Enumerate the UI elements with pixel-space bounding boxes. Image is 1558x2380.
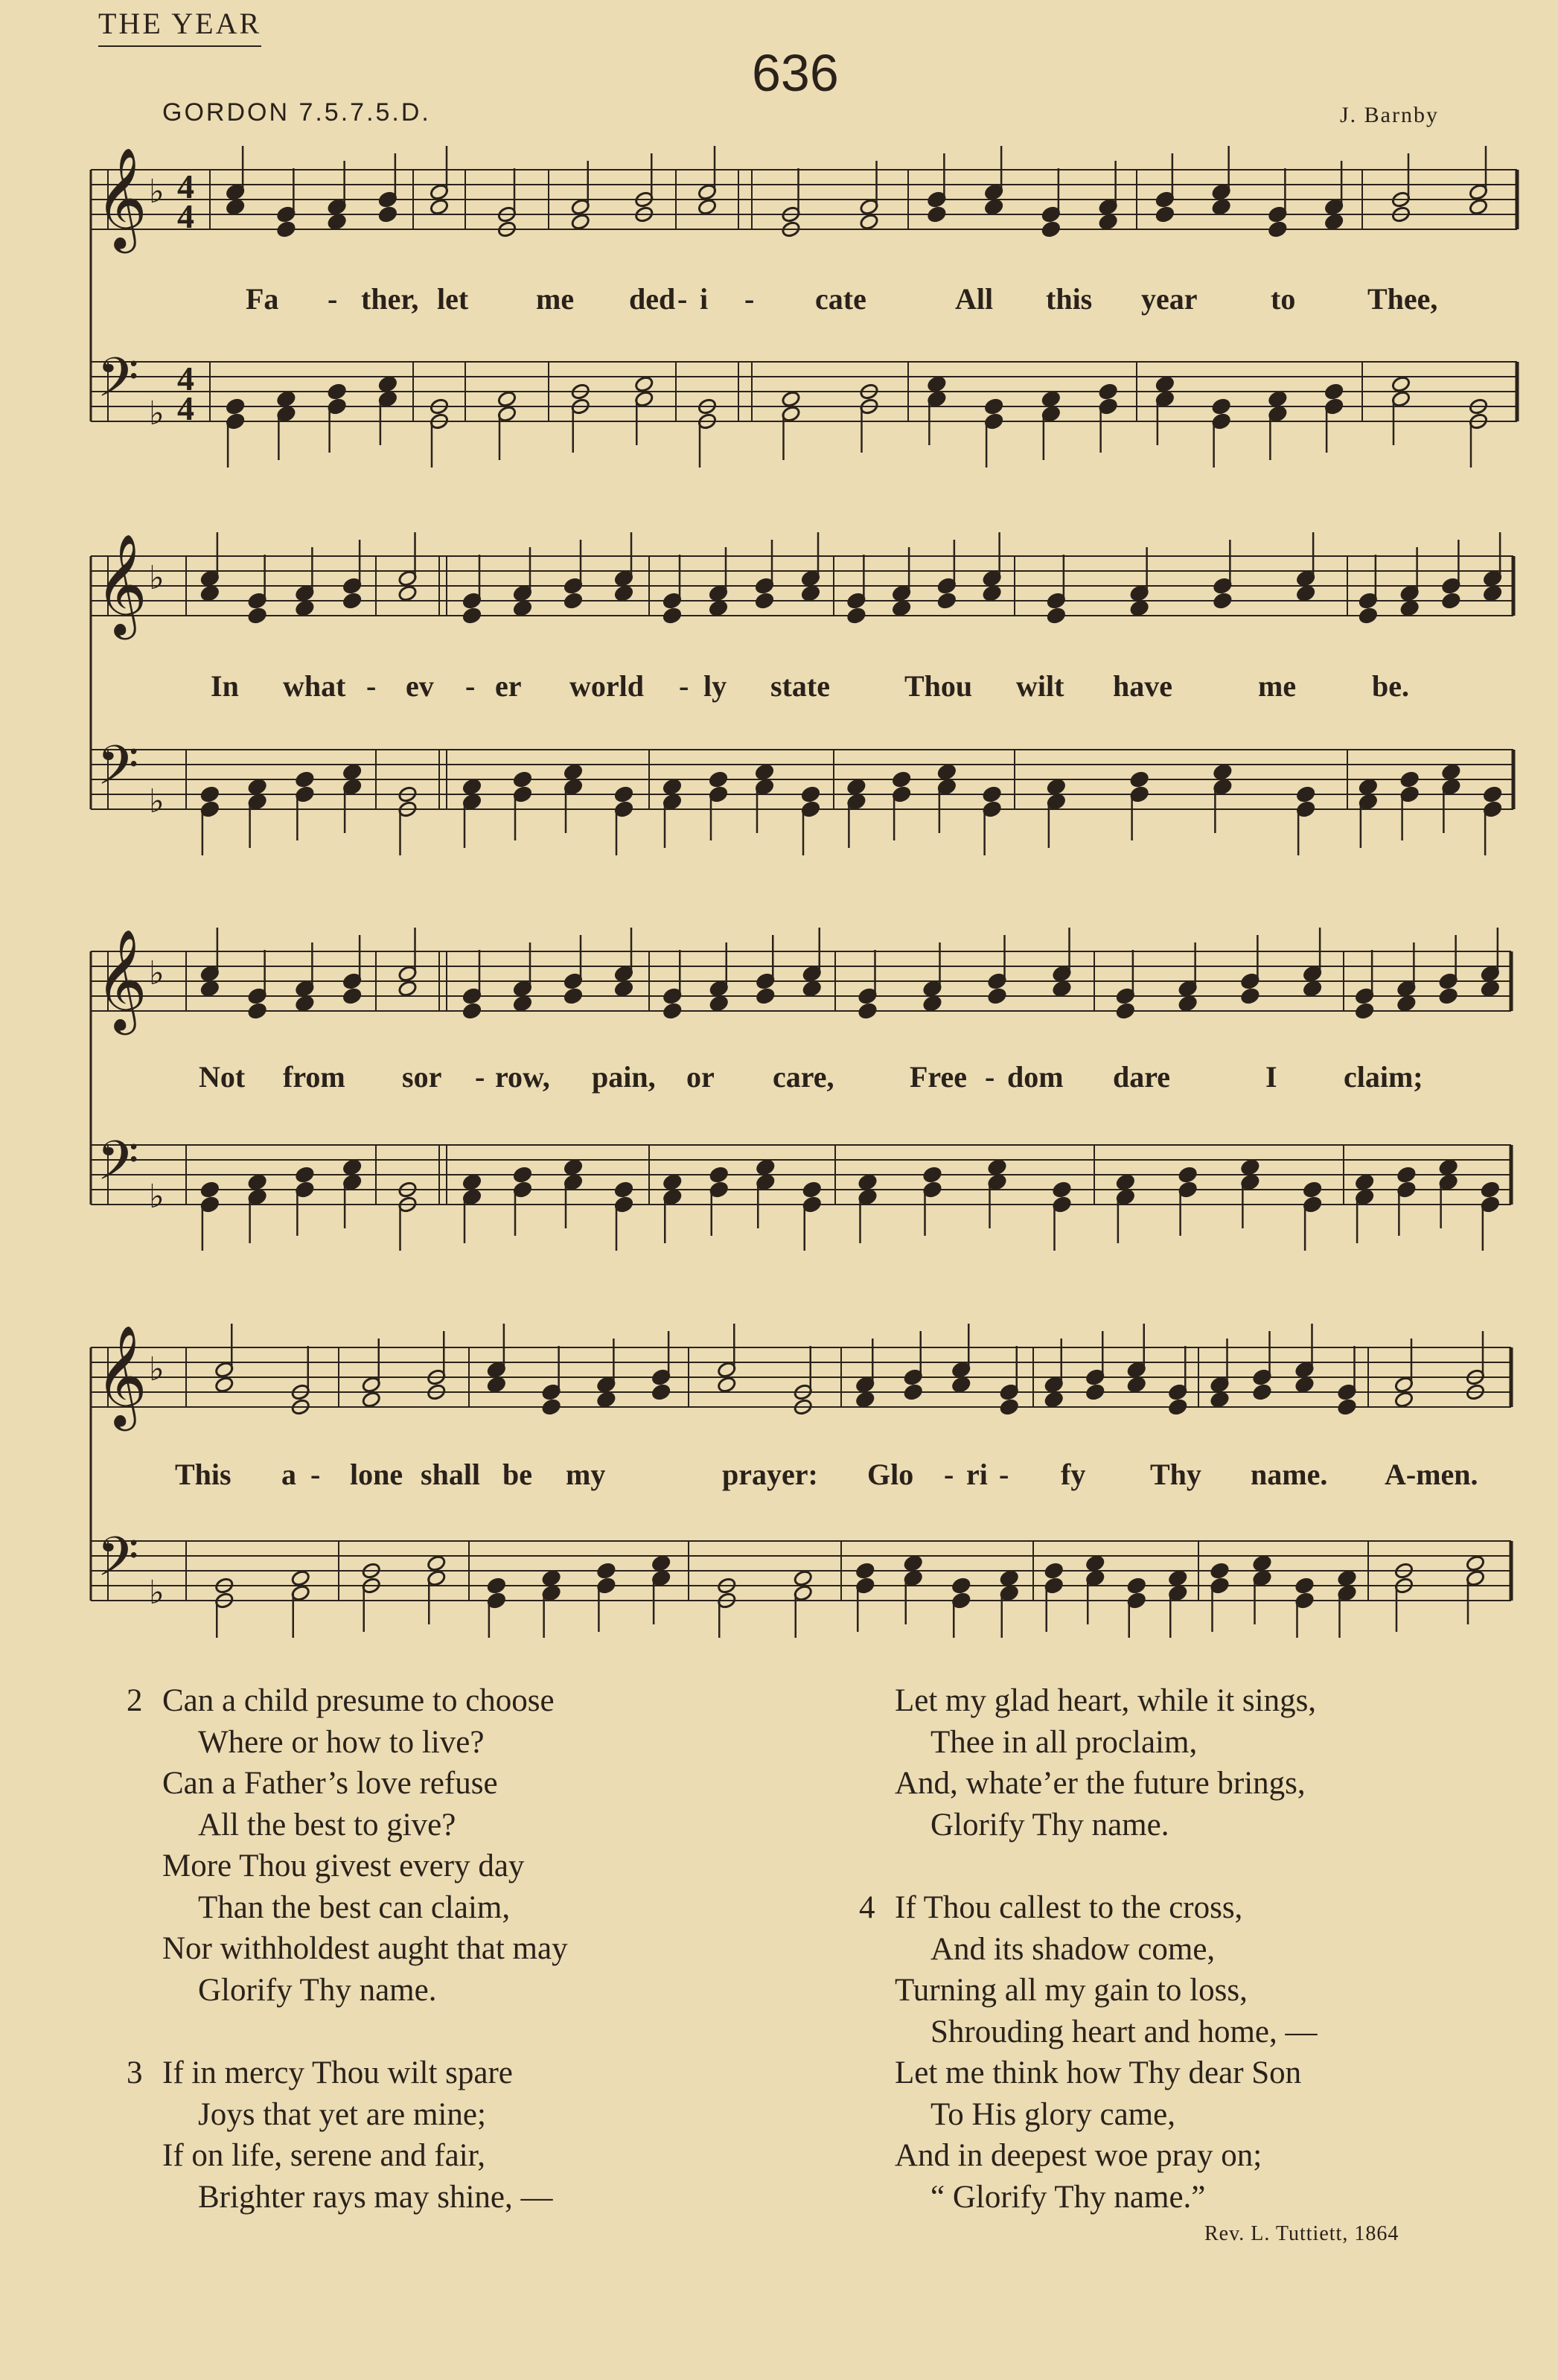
note-head <box>1324 213 1344 231</box>
lyric-syllable: Fa <box>246 282 279 316</box>
lyric-syllable: claim; <box>1344 1060 1423 1094</box>
lyric-syllable: be. <box>1372 669 1409 703</box>
note-head <box>1211 198 1231 216</box>
note-head <box>462 1002 482 1020</box>
verse-line: All the best to give? <box>198 1807 456 1843</box>
note-head <box>922 995 942 1012</box>
note-head <box>855 1391 875 1408</box>
time-signature-top: 4 <box>177 360 194 398</box>
lyric-syllable: Not <box>199 1060 246 1094</box>
note-head <box>802 980 822 998</box>
lyric-syllable: care, <box>773 1060 834 1094</box>
note-head <box>200 584 220 602</box>
lyric-syllable: or <box>686 1060 715 1094</box>
note-head <box>327 383 347 401</box>
note-head <box>1213 592 1233 610</box>
lyric-syllable: ri <box>966 1458 988 1491</box>
note-head <box>247 1002 267 1020</box>
flat-key-signature-icon: ♭ <box>149 955 165 992</box>
note-head <box>1438 987 1458 1005</box>
note-head <box>1052 980 1072 998</box>
note-head <box>1129 599 1149 617</box>
note-head <box>513 599 533 617</box>
lyric-syllable: Thy <box>1150 1458 1201 1491</box>
verse-line: Turning all my gain to loss, <box>895 1973 1248 2008</box>
note-head <box>1399 599 1420 617</box>
lyric-syllable: year <box>1141 282 1198 316</box>
verse-line: “ Glorify Thy name.” <box>930 2179 1206 2215</box>
note-head <box>513 995 533 1012</box>
treble-clef-icon: 𝄞 <box>95 928 147 1030</box>
note-head <box>1466 1554 1486 1572</box>
note-head <box>709 599 729 617</box>
note-head <box>564 987 584 1005</box>
note-head <box>200 980 220 998</box>
time-signature-top: 4 <box>177 168 194 205</box>
note-head <box>1268 390 1288 408</box>
note-head <box>226 198 246 216</box>
syllable-hyphen: - <box>475 1060 485 1094</box>
note-head <box>1116 1173 1136 1191</box>
note-head <box>462 778 482 796</box>
note-head <box>982 785 1002 803</box>
syllable-hyphen: - <box>366 669 377 703</box>
note-head <box>663 1002 683 1020</box>
note-head <box>801 584 821 602</box>
flat-key-signature-icon: ♭ <box>149 395 165 432</box>
lyric-syllable: a <box>281 1458 296 1491</box>
note-head <box>295 1166 315 1184</box>
note-head <box>427 1554 447 1572</box>
flat-key-signature-icon: ♭ <box>149 173 165 210</box>
verse-line: Can a Father’s love refuse <box>162 1766 498 1801</box>
verse-line: If in mercy Thou wilt spare <box>162 2055 513 2090</box>
note-head <box>398 980 418 998</box>
note-head <box>1129 771 1149 788</box>
note-head <box>1337 1398 1357 1416</box>
syllable-hyphen: - <box>310 1458 321 1491</box>
note-head <box>859 213 879 231</box>
note-head <box>1396 1166 1417 1184</box>
lyric-line-2 <box>0 669 1558 706</box>
note-head <box>200 785 220 803</box>
note-head <box>1252 1554 1272 1572</box>
note-head <box>1211 398 1231 415</box>
verse-line: Than the best can claim, <box>198 1889 511 1925</box>
note-head <box>295 599 315 617</box>
note-head <box>987 987 1007 1005</box>
verse-line: Thee in all proclaim, <box>930 1724 1198 1760</box>
stanza-2 <box>127 1680 568 2218</box>
note-head <box>596 1562 616 1580</box>
note-head <box>226 398 246 415</box>
note-head <box>922 1166 942 1184</box>
note-head <box>1168 1569 1188 1587</box>
flat-key-signature-icon: ♭ <box>149 1178 165 1215</box>
note-head <box>614 980 634 998</box>
verse-line: Can a child presume to choose <box>162 1683 555 1718</box>
note-head <box>1098 383 1118 401</box>
note-head <box>855 1562 875 1580</box>
verse-line: Joys that yet are mine; <box>198 2096 486 2132</box>
verse-line: And in deepest woe pray on; <box>895 2138 1262 2173</box>
verse-line: Let me think how Thy dear Son <box>895 2055 1302 2090</box>
note-head <box>1210 1562 1230 1580</box>
note-head <box>564 592 584 610</box>
note-head <box>709 1166 729 1184</box>
note-head <box>497 390 517 408</box>
note-head <box>802 1181 822 1199</box>
note-head <box>1085 1554 1105 1572</box>
syllable-hyphen: - <box>677 282 688 316</box>
lyric-line-4 <box>0 1457 1558 1494</box>
time-signature-bottom: 4 <box>177 389 194 427</box>
note-head <box>462 1173 482 1191</box>
note-head <box>1294 1376 1315 1394</box>
lyric-syllable: All <box>955 282 994 316</box>
lyric-syllable: I <box>1265 1060 1277 1094</box>
note-head <box>1396 995 1417 1012</box>
note-head <box>1213 763 1233 781</box>
note-head <box>755 763 775 781</box>
note-head <box>276 390 296 408</box>
note-head <box>937 763 957 781</box>
treble-clef-icon: 𝄞 <box>95 532 147 635</box>
note-head <box>378 205 398 223</box>
verse-line: To His glory came, <box>930 2096 1175 2132</box>
note-head <box>295 771 315 788</box>
note-head <box>982 584 1002 602</box>
note-head <box>1240 987 1260 1005</box>
lyric-syllable: to <box>1271 282 1296 316</box>
note-head <box>755 592 775 610</box>
lyric-syllable: dare <box>1113 1060 1171 1094</box>
syllable-hyphen: - <box>744 282 755 316</box>
note-head <box>651 1554 671 1572</box>
note-head <box>1391 375 1411 393</box>
note-head <box>709 995 729 1012</box>
lyric-syllable: fy <box>1061 1458 1086 1491</box>
treble-clef-icon: 𝄞 <box>95 1324 147 1426</box>
note-head <box>801 785 821 803</box>
note-head <box>927 205 947 223</box>
lyric-syllable: what <box>283 669 346 703</box>
note-head <box>342 1158 363 1176</box>
lyric-syllable: wilt <box>1016 669 1064 703</box>
verse-line: Nor withholdest aught that may <box>162 1931 568 1966</box>
lyric-syllable: have <box>1113 669 1172 703</box>
note-head <box>1047 607 1067 625</box>
lyric-syllable: sor <box>402 1060 442 1094</box>
note-head <box>247 607 267 625</box>
note-head <box>663 607 683 625</box>
verse-line: More Thou givest every day <box>162 1848 525 1883</box>
bass-clef-icon: 𝄢 <box>97 1129 139 1205</box>
note-head <box>1041 220 1061 238</box>
lyric-line-1 <box>0 281 1558 319</box>
note-head <box>290 1569 310 1587</box>
note-head <box>756 1158 776 1176</box>
note-head <box>462 607 482 625</box>
note-head <box>1126 1376 1146 1394</box>
note-head <box>1052 1181 1072 1199</box>
note-head <box>570 213 590 231</box>
note-head <box>903 1383 923 1401</box>
note-head <box>903 1554 923 1572</box>
lyric-syllable: pain, <box>592 1060 656 1094</box>
note-head <box>1324 383 1344 401</box>
note-head <box>1168 1398 1188 1416</box>
syllable-hyphen: - <box>679 669 689 703</box>
note-head <box>1438 1158 1458 1176</box>
tune-name: GORDON 7.5.7.5.D. <box>162 98 431 127</box>
note-head <box>1041 390 1061 408</box>
note-head <box>1359 607 1379 625</box>
note-head <box>781 390 801 408</box>
note-head <box>999 1398 1019 1416</box>
note-head <box>1355 1002 1375 1020</box>
lyric-line-3 <box>0 1059 1558 1097</box>
note-head <box>858 1173 878 1191</box>
bass-clef-icon: 𝄢 <box>97 345 139 422</box>
syllable-hyphen: - <box>985 1060 995 1094</box>
note-head <box>1337 1569 1357 1587</box>
lyric-syllable: be <box>502 1458 532 1491</box>
note-head <box>846 778 866 796</box>
note-head <box>430 198 450 216</box>
note-head <box>846 607 866 625</box>
note-head <box>1399 771 1420 788</box>
note-head <box>651 1383 671 1401</box>
lyric-syllable: cate <box>815 282 866 316</box>
note-head <box>1441 763 1461 781</box>
verse-line: Shrouding heart and home, — <box>930 2014 1318 2049</box>
note-head <box>487 1376 507 1394</box>
note-head <box>1483 584 1503 602</box>
note-head <box>513 1166 533 1184</box>
lyric-syllable: er <box>495 669 522 703</box>
lyric-syllable: me <box>1258 669 1297 703</box>
lyric-syllable: shall <box>421 1458 481 1491</box>
lyric-syllable: ther, <box>361 282 419 316</box>
note-head <box>858 1002 878 1020</box>
note-head <box>634 375 654 393</box>
flat-key-signature-icon: ♭ <box>149 1575 165 1611</box>
flat-key-signature-icon: ♭ <box>149 560 165 596</box>
note-head <box>937 592 957 610</box>
note-head <box>614 1181 634 1199</box>
note-head <box>717 1376 737 1394</box>
note-head <box>1268 220 1288 238</box>
note-head <box>1394 1391 1414 1408</box>
stanza-number: 4 <box>859 1890 875 1925</box>
note-head <box>663 778 683 796</box>
stanza-number: 3 <box>127 2055 143 2090</box>
lyric-syllable: Thee, <box>1367 282 1438 316</box>
note-head <box>342 987 363 1005</box>
note-head <box>378 375 398 393</box>
verse-line: And its shadow come, <box>930 1931 1216 1967</box>
lyric-syllable: me <box>536 282 575 316</box>
verse-line: Brighter rays may shine, — <box>198 2179 553 2215</box>
flat-key-signature-icon: ♭ <box>149 783 165 820</box>
note-head <box>295 995 315 1012</box>
lyric-syllable: ly <box>703 669 727 703</box>
note-head <box>1044 1562 1064 1580</box>
note-head <box>1303 1181 1323 1199</box>
note-head <box>1296 785 1316 803</box>
note-head <box>793 1569 813 1587</box>
note-head <box>951 1577 971 1595</box>
note-head <box>999 1569 1019 1587</box>
verse-line: Glorify Thy name. <box>930 1807 1169 1843</box>
note-head <box>1116 1002 1136 1020</box>
lyric-syllable: In <box>211 669 239 703</box>
note-head <box>1252 1383 1272 1401</box>
time-signature-bottom: 4 <box>177 197 194 235</box>
note-head <box>614 785 634 803</box>
syllable-hyphen: - <box>328 282 338 316</box>
note-head <box>892 771 912 788</box>
composer: J. Barnby <box>1340 103 1439 127</box>
note-head <box>892 599 912 617</box>
note-head <box>513 771 533 788</box>
note-head <box>1155 375 1175 393</box>
lyric-syllable: row, <box>495 1060 550 1094</box>
stanza-3-continued <box>859 1680 1318 2218</box>
syllable-hyphen: - <box>944 1458 954 1491</box>
lyric-syllable: let <box>437 282 469 316</box>
note-head <box>1359 778 1379 796</box>
lyric-syllable: This <box>175 1458 232 1491</box>
lyric-syllable: ded <box>629 282 676 316</box>
note-head <box>951 1376 971 1394</box>
verse-line: Glorify Thy name. <box>198 1972 437 2008</box>
lyric-syllable: this <box>1046 282 1093 316</box>
note-head <box>987 1158 1007 1176</box>
author-attribution: Rev. L. Tuttiett, 1864 <box>1204 2222 1399 2245</box>
lyric-syllable: Thou <box>904 669 973 703</box>
note-head <box>398 584 418 602</box>
verse-line: If Thou callest to the cross, <box>895 1890 1243 1925</box>
note-head <box>200 1181 220 1199</box>
lyric-syllable: state <box>770 669 830 703</box>
note-head <box>247 1173 267 1191</box>
note-head <box>1355 1173 1375 1191</box>
running-head: THE YEAR <box>98 6 261 47</box>
note-head <box>276 220 296 238</box>
lyric-syllable: lone <box>350 1458 403 1491</box>
note-head <box>1126 1577 1146 1595</box>
note-head <box>487 1577 507 1595</box>
bass-clef-icon: 𝄢 <box>97 733 139 810</box>
note-head <box>1210 1391 1230 1408</box>
lyric-syllable: dom <box>1007 1060 1064 1094</box>
verse-line: Where or how to live? <box>198 1724 485 1760</box>
bass-clef-icon: 𝄢 <box>97 1525 139 1601</box>
stanza-number: 2 <box>127 1683 143 1718</box>
note-head <box>663 1173 683 1191</box>
syllable-hyphen: - <box>465 669 476 703</box>
note-head <box>697 198 718 216</box>
note-head <box>1178 1166 1198 1184</box>
note-head <box>984 398 1004 415</box>
note-head <box>564 763 584 781</box>
lyric-syllable: i <box>700 282 709 316</box>
note-head <box>1085 1383 1105 1401</box>
note-head <box>214 1376 234 1394</box>
note-head <box>1441 592 1461 610</box>
verse-line: If on life, serene and fair, <box>162 2138 486 2173</box>
note-head <box>1178 995 1198 1012</box>
note-head <box>1240 1158 1260 1176</box>
syllable-hyphen: - <box>999 1458 1009 1491</box>
note-head <box>756 987 776 1005</box>
treble-clef-icon: 𝄞 <box>95 146 147 249</box>
flat-key-signature-icon: ♭ <box>149 1351 165 1388</box>
lyric-syllable: A-men. <box>1385 1458 1478 1491</box>
note-head <box>327 213 347 231</box>
note-head <box>1481 1181 1501 1199</box>
lyric-syllable: world <box>569 669 644 703</box>
note-head <box>564 1158 584 1176</box>
hymn-number: 636 <box>752 44 839 102</box>
note-head <box>342 592 363 610</box>
lyric-syllable: Free <box>910 1060 967 1094</box>
note-head <box>984 198 1004 216</box>
note-head <box>541 1398 561 1416</box>
note-head <box>1483 785 1503 803</box>
note-head <box>1047 778 1067 796</box>
note-head <box>1303 980 1323 998</box>
lyric-syllable: from <box>283 1060 345 1094</box>
note-head <box>1294 1577 1315 1595</box>
note-head <box>1098 213 1118 231</box>
lyric-syllable: Glo <box>867 1458 914 1491</box>
lyric-syllable: name. <box>1251 1458 1328 1491</box>
note-head <box>927 375 947 393</box>
note-head <box>342 763 363 781</box>
lyric-syllable: prayer: <box>722 1458 818 1491</box>
note-head <box>1481 980 1501 998</box>
note-head <box>1296 584 1316 602</box>
lyric-syllable: my <box>566 1458 606 1491</box>
note-head <box>1155 205 1175 223</box>
note-head <box>541 1569 561 1587</box>
verse-line: And, whate’er the future brings, <box>895 1766 1306 1801</box>
lyric-syllable: ev <box>406 669 434 703</box>
note-head <box>1469 198 1489 216</box>
note-head <box>1044 1391 1064 1408</box>
note-head <box>709 771 729 788</box>
verse-line: Let my glad heart, while it sings, <box>895 1683 1317 1718</box>
note-head <box>361 1391 381 1408</box>
note-head <box>596 1391 616 1408</box>
note-head <box>614 584 634 602</box>
note-head <box>247 778 267 796</box>
